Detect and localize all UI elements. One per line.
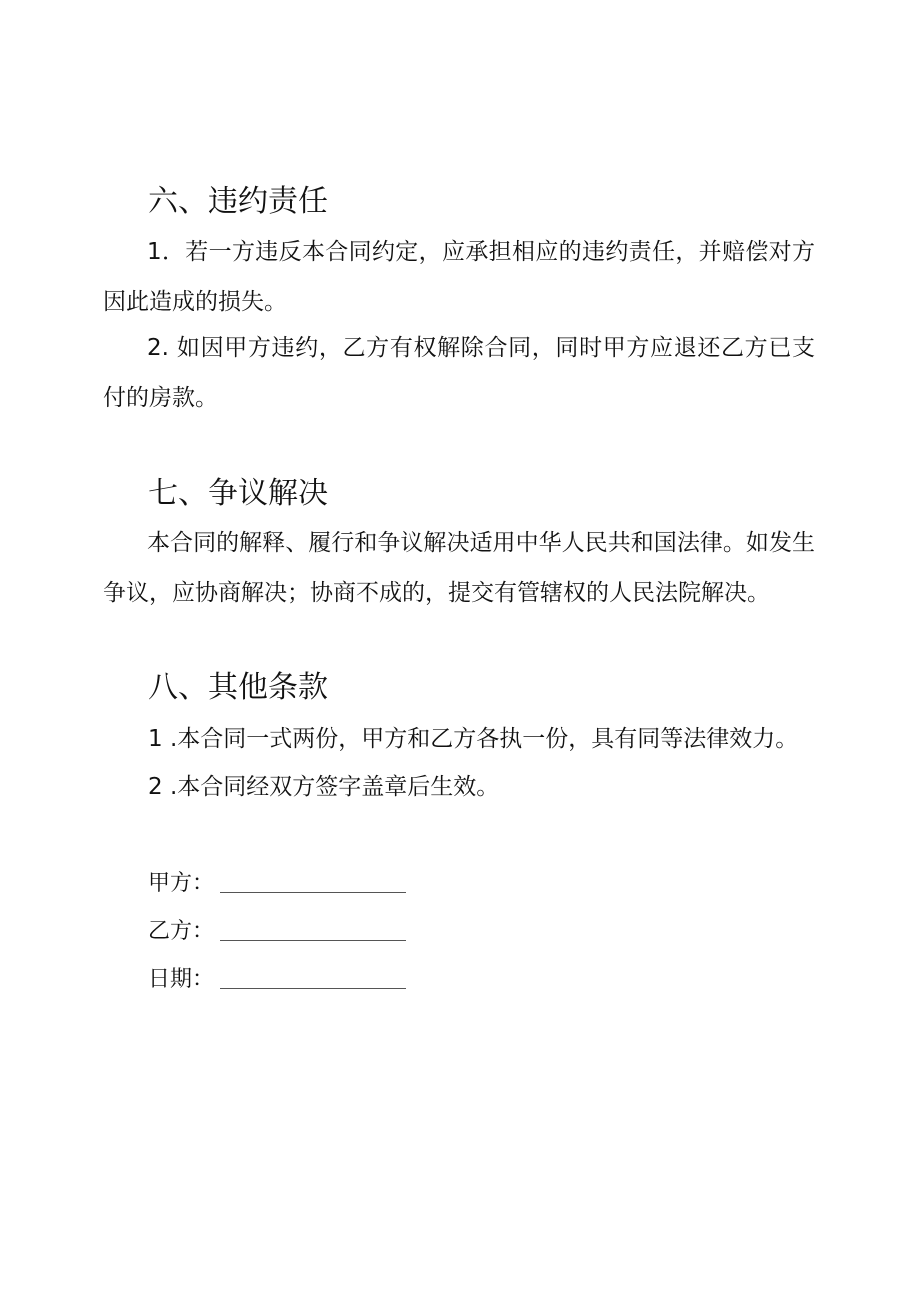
clause-liability-2: 2. 如因甲方违约，乙方有权解除合同，同时甲方应退还乙方已支付的房款。: [103, 335, 815, 411]
signature-date: [148, 960, 448, 1000]
clause-other-1: 1 .本合同一式两份，甲方和乙方各执一份，具有同等法律效力。: [148, 726, 799, 752]
signature-party-b-label: 乙方：: [148, 919, 215, 944]
signature-date-label: 日期：: [148, 967, 215, 992]
signature-party-b: [148, 912, 448, 952]
signature-party-a-label: 甲方：: [148, 871, 215, 896]
clause-liability-1: 1．若一方违反本合同约定，应承担相应的违约责任，并赔偿对方因此造成的损失。: [103, 239, 815, 315]
signature-party-b-line: [220, 940, 406, 941]
section-heading-other: 八、其他条款: [148, 670, 328, 705]
clause-other-2: 2 .本合同经双方签字盖章后生效。: [148, 774, 500, 800]
section-heading-liability: 六、违约责任: [148, 184, 328, 219]
signature-party-a-line: [220, 892, 406, 893]
signature-party-a: [148, 864, 448, 904]
clause-dispute: 本合同的解释、履行和争议解决适用中华人民共和国法律。如发生争议，应协商解决；协商不成的，提交有管辖权的人民法院解决。: [103, 530, 815, 606]
section-heading-dispute: 七、争议解决: [148, 476, 328, 511]
signature-date-line: [220, 988, 406, 989]
